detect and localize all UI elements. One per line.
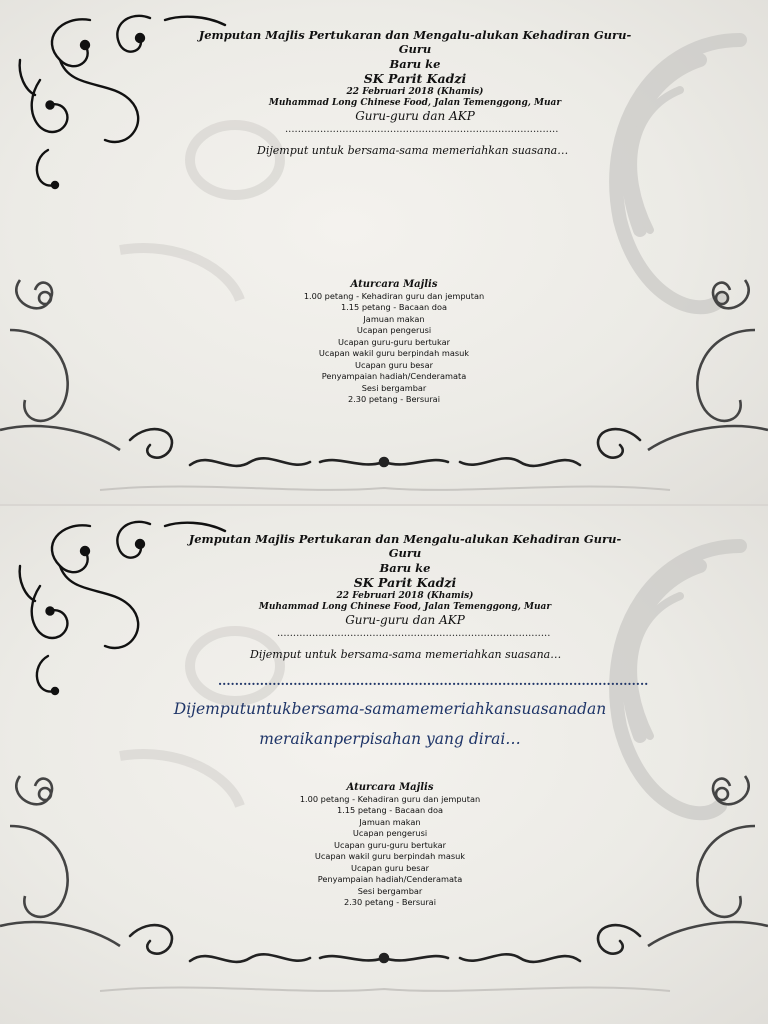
agenda-item: Ucapan pengerusi <box>356 325 432 335</box>
invitation-card-2 <box>0 506 768 1024</box>
guest-line: Guru-guru dan AKP <box>345 613 465 628</box>
invite-text: Dijemput untuk bersama-sama memeriahkan suasana… <box>250 648 562 661</box>
agenda-item: Ucapan wakil guru berpindah masuk <box>318 348 470 358</box>
agenda-item: 1.15 petang - Bacaan doa <box>340 302 448 312</box>
event-date: 22 Februari 2018 (Khamis) <box>346 86 484 97</box>
bottom-flourish-icon <box>130 925 640 962</box>
invitation-heading <box>180 532 630 628</box>
heading-line-1: Jemputan Majlis Pertukaran dan Mengalu-alukan Kehadiran Guru-Guru <box>198 28 632 57</box>
event-date: 22 Februari 2018 (Khamis) <box>336 590 474 601</box>
invite-text: Dijemput untuk bersama-sama memeriahkan suasana… <box>257 144 569 157</box>
agenda-item: Ucapan guru-guru bertukar <box>338 336 450 347</box>
agenda-item: Sesi bergambar <box>361 382 427 393</box>
agenda-item: Ucapan wakil guru berpindah masuk <box>314 851 466 861</box>
side-scroll-icon <box>0 280 120 450</box>
heading-line-2: Baru ke <box>379 560 431 575</box>
agenda-item: Ucapan guru besar <box>351 862 429 873</box>
agenda-item: Ucapan guru besar <box>355 359 433 370</box>
name-blank-line: ...................................................................................... <box>277 628 551 639</box>
agenda-item: 1.00 petang - Kehadiran guru dan jemputan <box>299 793 481 804</box>
agenda-item: Jamuan makan <box>363 313 425 324</box>
agenda-item: Jamuan makan <box>359 816 421 827</box>
agenda-item: 2.30 petang - Bersurai <box>344 897 436 907</box>
event-venue: Muhammad Long Chinese Food, Jalan Temenggong, Muar <box>268 98 562 108</box>
agenda-title: Aturcara Majlis <box>350 279 438 290</box>
invitation-card-1 <box>0 0 768 504</box>
agenda-item: Penyampaian hadiah/Cenderamata <box>317 874 463 884</box>
agenda-item: Ucapan pengerusi <box>352 828 428 838</box>
blue-dotted-line: ....................................................................................................... <box>218 674 649 688</box>
agenda-item: Sesi bergambar <box>357 885 423 896</box>
agenda-item: Penyampaian hadiah/Cenderamata <box>321 371 467 381</box>
school-name: SK Parit Kadzi <box>363 71 467 87</box>
agenda-block <box>284 279 504 406</box>
heading-line-2: Baru ke <box>389 56 441 71</box>
heading-line-1: Jemputan Majlis Pertukaran dan Mengalu-alukan Kehadiran Guru-Guru <box>188 532 622 561</box>
side-scroll-icon <box>0 776 120 946</box>
school-name: SK Parit Kadzi <box>353 575 457 591</box>
agenda-item: 2.30 petang - Bersurai <box>348 394 440 404</box>
agenda-title: Aturcara Majlis <box>346 782 434 793</box>
agenda-item: 1.00 petang - Kehadiran guru dan jemputan <box>303 290 485 301</box>
name-blank-line: ...................................................................................... <box>285 124 559 135</box>
event-venue: Muhammad Long Chinese Food, Jalan Temenggong, Muar <box>258 602 552 612</box>
farewell-message: Dijemputuntukbersama-samamemeriahkansuasanadanmeraikanperpisahan yang dirai… <box>173 700 607 748</box>
agenda-block <box>280 782 500 909</box>
invitation-heading <box>190 28 640 124</box>
guest-line: Guru-guru dan AKP <box>355 109 475 124</box>
agenda-item: Ucapan guru-guru bertukar <box>334 839 446 850</box>
agenda-item: 1.15 petang - Bacaan doa <box>336 805 444 815</box>
bottom-flourish-icon <box>130 429 640 466</box>
